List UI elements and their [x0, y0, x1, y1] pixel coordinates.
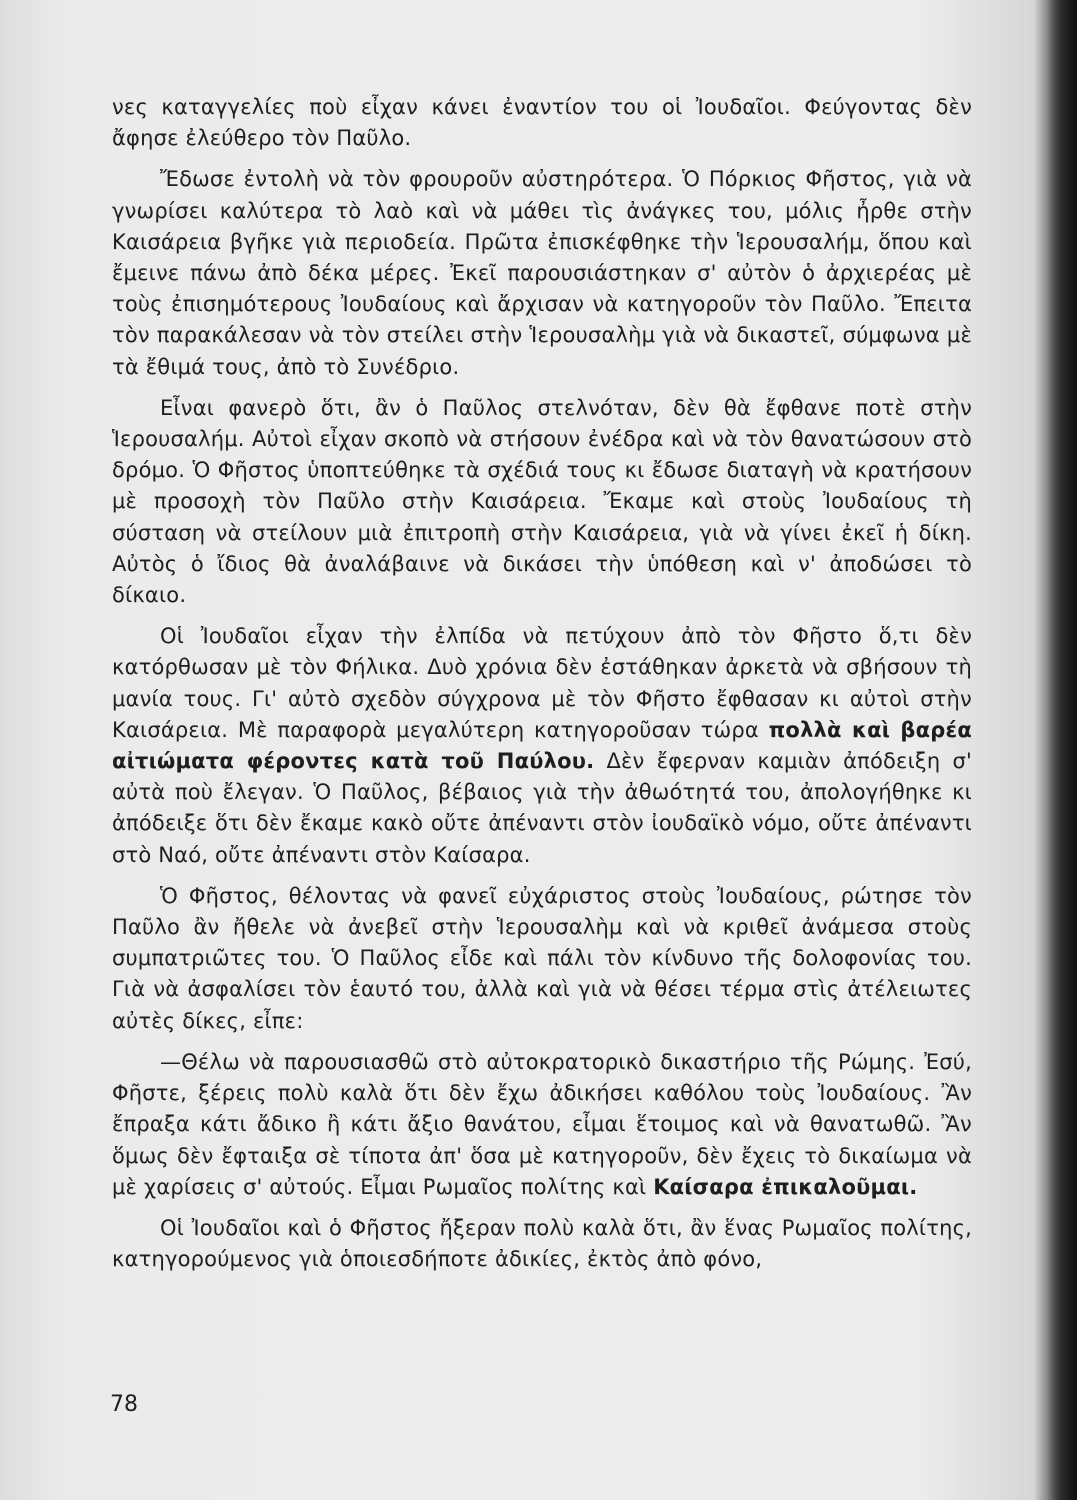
paragraph-1: νες καταγγελίες ποὺ εἶχαν κάνει ἐναντίον του οἱ Ἰουδαῖοι. Φεύγοντας δὲν ἄφησε ἐλεύθερο τὸν Παῦλο. — [112, 95, 972, 151]
page-binding-shadow — [1047, 0, 1077, 1500]
bold-phrase-appeal-to-caesar: Καίσαρα ἐπικαλοῦμαι. — [653, 1174, 918, 1199]
paragraph-6-speech: —Θέλω νὰ παρουσιασθῶ στὸ αὐτοκρατορικὸ δικαστήριο τῆς Ρώμης. Ἐσύ, Φῆστε, ξέρεις πολὺ καλὰ ὅτι δὲν ἔχω ἀδικήσει καθόλου τοὺς Ἰουδαίους. Ἂν ἔπραξα κάτι ἄδικο ἢ κάτι ἄξιο θανάτου, εἶμαι ἕτοιμος καὶ νὰ θανατωθῶ. Ἂν ὅμως δὲν ἔφταιξα σὲ τίποτα ἀπ' ὅσα μὲ κατηγοροῦν, δὲν ἔχεις τὸ δικαίωμα νὰ μὲ χαρίσεις σ' αὐτούς. Εἶμαι Ρωμαῖος πολίτης καὶ Καίσαρα ἐπικαλοῦμαι. — [112, 1049, 972, 1199]
body-text — [112, 92, 972, 1285]
paragraph-2: Ἔδωσε ἐντολὴ νὰ τὸν φρουροῦν αὐστηρότερα. Ὁ Πόρκιος Φῆστος, γιὰ νὰ γνωρίσει καλύτερα τὸ λαὸ καὶ νὰ μάθει τὶς ἀνάγκες του, μόλις ἦρθε στὴν Καισάρεια βγῆκε γιὰ περιοδεία. Πρῶτα ἐπισκέφθηκε τὴν Ἱερουσαλήμ, ὅπου καὶ ἔμεινε πάνω ἀπὸ δέκα μέρες. Ἐκεῖ παρουσιάστηκαν σ' αὐτὸν ὁ ἀρχιερέας μὲ τοὺς ἐπισημότερους Ἰουδαίους καὶ ἄρχισαν νὰ κατηγοροῦν τὸν Παῦλο. Ἔπειτα τὸν παρακάλεσαν νὰ τὸν στείλει στὴν Ἱερουσαλὴμ γιὰ νὰ δικαστεῖ, σύμφωνα μὲ τὰ ἔθιμά τους, ἀπὸ τὸ Συνέδριο. — [112, 167, 972, 379]
paragraph-7: Οἱ Ἰουδαῖοι καὶ ὁ Φῆστος ἤξεραν πολὺ καλὰ ὅτι, ἂν ἕνας Ρωμαῖος πολίτης, κατηγορούμενος γιὰ ὁποιεσδήποτε ἀδικίες, ἐκτὸς ἀπὸ φόνο, — [112, 1215, 972, 1272]
paragraph-3: Εἶναι φανερὸ ὅτι, ἂν ὁ Παῦλος στελνόταν, δὲν θὰ ἔφθανε ποτὲ στὴν Ἱερουσαλήμ. Αὐτοὶ εἶχαν σκοπὸ νὰ στήσουν ἐνέδρα καὶ νὰ τὸν θανατώσουν στὸ δρόμο. Ὁ Φῆστος ὑποπτεύθηκε τὰ σχέδιά τους κι ἔδωσε διαταγὴ νὰ κρατήσουν μὲ προσοχὴ τὸν Παῦλο στὴν Καισάρεια. Ἔκαμε καὶ στοὺς Ἰουδαίους τὴ σύσταση νὰ στείλουν μιὰ ἐπιτροπὴ στὴν Καισάρεια, γιὰ νὰ γίνει ἐκεῖ ἡ δίκη. Αὐτὸς ὁ ἴδιος θὰ ἀναλάβαινε νὰ δικάσει τὴν ὑπόθεση καὶ ν' ἀποδώσει τὸ δίκαιο. — [112, 395, 972, 608]
paragraph-4: Οἱ Ἰουδαῖοι εἶχαν τὴν ἐλπίδα νὰ πετύχουν ἀπὸ τὸν Φῆστο ὅ,τι δὲν κατόρθωσαν μὲ τὸν Φήλικα. Δυὸ χρόνια δὲν ἐστάθηκαν ἀρκετὰ νὰ σβήσουν τὴ μανία τους. Γι' αὐτὸ σχεδὸν σύγχρονα μὲ τὸν Φῆστο ἔφθασαν κι αὐτοὶ στὴν Καισάρεια. Μὲ παραφορὰ μεγαλύτερη κατηγοροῦσαν τώρα πολλὰ καὶ βαρέα αἰτιώματα φέροντες κατὰ τοῦ Παύλου. Δὲν ἔφερναν καμιὰν ἀπόδειξη σ' αὐτὰ ποὺ ἔλεγαν. Ὁ Παῦλος, βέβαιος γιὰ τὴν ἀθωότητά του, ἀπολογήθηκε κι ἀπόδειξε ὅτι δὲν ἔκαμε κακὸ οὔτε ἀπέναντι στὸν ἰουδαϊκὸ νόμο, οὔτε ἀπέναντι στὸ Ναό, οὔτε ἀπέναντι στὸν Καίσαρα. — [112, 624, 973, 867]
page-number: 78 — [110, 1392, 138, 1417]
bold-phrase-accusations: πολλὰ καὶ βαρέα αἰτιώματα φέροντες κατὰ τοῦ Παύλου. — [112, 717, 973, 774]
paragraph-5: Ὁ Φῆστος, θέλοντας νὰ φανεῖ εὐχάριστος στοὺς Ἰουδαίους, ρώτησε τὸν Παῦλο ἂν ἤθελε νὰ ἀνεβεῖ στὴν Ἱερουσαλὴμ καὶ νὰ κριθεῖ ἀνάμεσα στοὺς συμπατριῶτες του. Ὁ Παῦλος εἶδε καὶ πάλι τὸν κίνδυνο τῆς δολοφονίας του. Γιὰ νὰ ἀσφαλίσει τὸν ἑαυτό του, ἀλλὰ καὶ γιὰ νὰ θέσει τέρμα στὶς ἀτέλειωτες αὐτὲς δίκες, εἶπε: — [112, 883, 972, 1033]
